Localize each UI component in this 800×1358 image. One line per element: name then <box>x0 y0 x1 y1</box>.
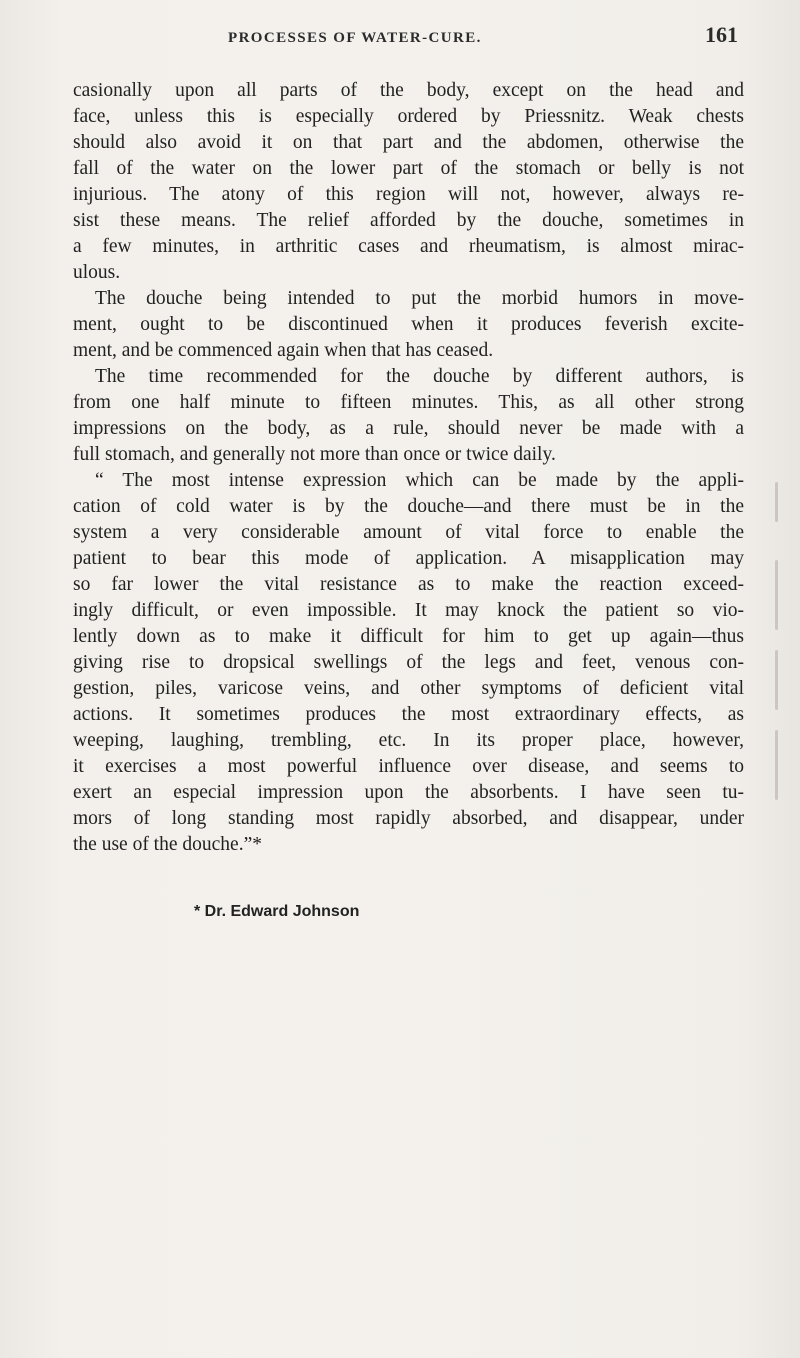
text-line: weeping, laughing, trembling, etc. In its proper place, however, <box>73 730 744 751</box>
text-line: the use of the douche.”* <box>73 834 262 855</box>
text-line: ingly difficult, or even impossible. It may knock the patient so vio- <box>73 600 744 621</box>
margin-pencil-mark <box>775 650 778 710</box>
text-line: sist these means. The relief afforded by the douche, sometimes in <box>73 210 744 231</box>
text-line: actions. It sometimes produces the most extraordinary effects, as <box>73 704 744 725</box>
footnote: * Dr. Edward Johnson <box>194 903 360 920</box>
page-number: 161 <box>705 22 738 47</box>
text-line: giving rise to dropsical swellings of the legs and feet, venous con- <box>73 652 744 673</box>
text-line: patient to bear this mode of application. A misapplication may <box>73 548 744 569</box>
text-line: ulous. <box>73 262 121 283</box>
text-line: The douche being intended to put the morbid humors in move- <box>95 288 744 309</box>
text-line: system a very considerable amount of vital force to enable the <box>73 522 744 543</box>
margin-pencil-mark <box>775 482 778 522</box>
text-line: cation of cold water is by the douche—and there must be in the <box>73 496 744 517</box>
text-line: so far lower the vital resistance as to make the reaction exceed- <box>73 574 744 595</box>
text-line: lently down as to make it difficult for him to get up again—thus <box>73 626 744 647</box>
text-line: exert an especial impression upon the absorbents. I have seen tu- <box>73 782 744 803</box>
body-text <box>73 78 744 858</box>
text-line: fall of the water on the lower part of the stomach or belly is not <box>73 158 744 179</box>
text-line: ment, ought to be discontinued when it produces feverish excite- <box>73 314 744 335</box>
margin-pencil-mark <box>775 560 778 630</box>
text-line: injurious. The atony of this region will not, however, always re- <box>73 184 744 205</box>
running-head: PROCESSES OF WATER-CURE. <box>228 30 482 46</box>
text-line: “ The most intense expression which can be made by the appli- <box>95 470 744 491</box>
text-line: mors of long standing most rapidly absorbed, and disappear, under <box>73 808 744 829</box>
margin-pencil-mark <box>775 730 778 800</box>
text-line: The time recommended for the douche by different authors, is <box>95 366 744 387</box>
text-line: casionally upon all parts of the body, except on the head and <box>73 80 744 101</box>
text-line: from one half minute to fifteen minutes. This, as all other strong <box>73 392 744 413</box>
text-line: full stomach, and generally not more than once or twice daily. <box>73 444 556 465</box>
text-line: ment, and be commenced again when that has ceased. <box>73 340 494 361</box>
text-line: a few minutes, in arthritic cases and rheumatism, is almost mirac- <box>73 236 744 257</box>
text-line: it exercises a most powerful influence over disease, and seems to <box>73 756 744 777</box>
text-line: should also avoid it on that part and the abdomen, otherwise the <box>73 132 744 153</box>
text-line: impressions on the body, as a rule, should never be made with a <box>73 418 744 439</box>
text-line: gestion, piles, varicose veins, and other symptoms of deficient vital <box>73 678 744 699</box>
text-line: face, unless this is especially ordered by Priessnitz. Weak chests <box>73 106 744 127</box>
